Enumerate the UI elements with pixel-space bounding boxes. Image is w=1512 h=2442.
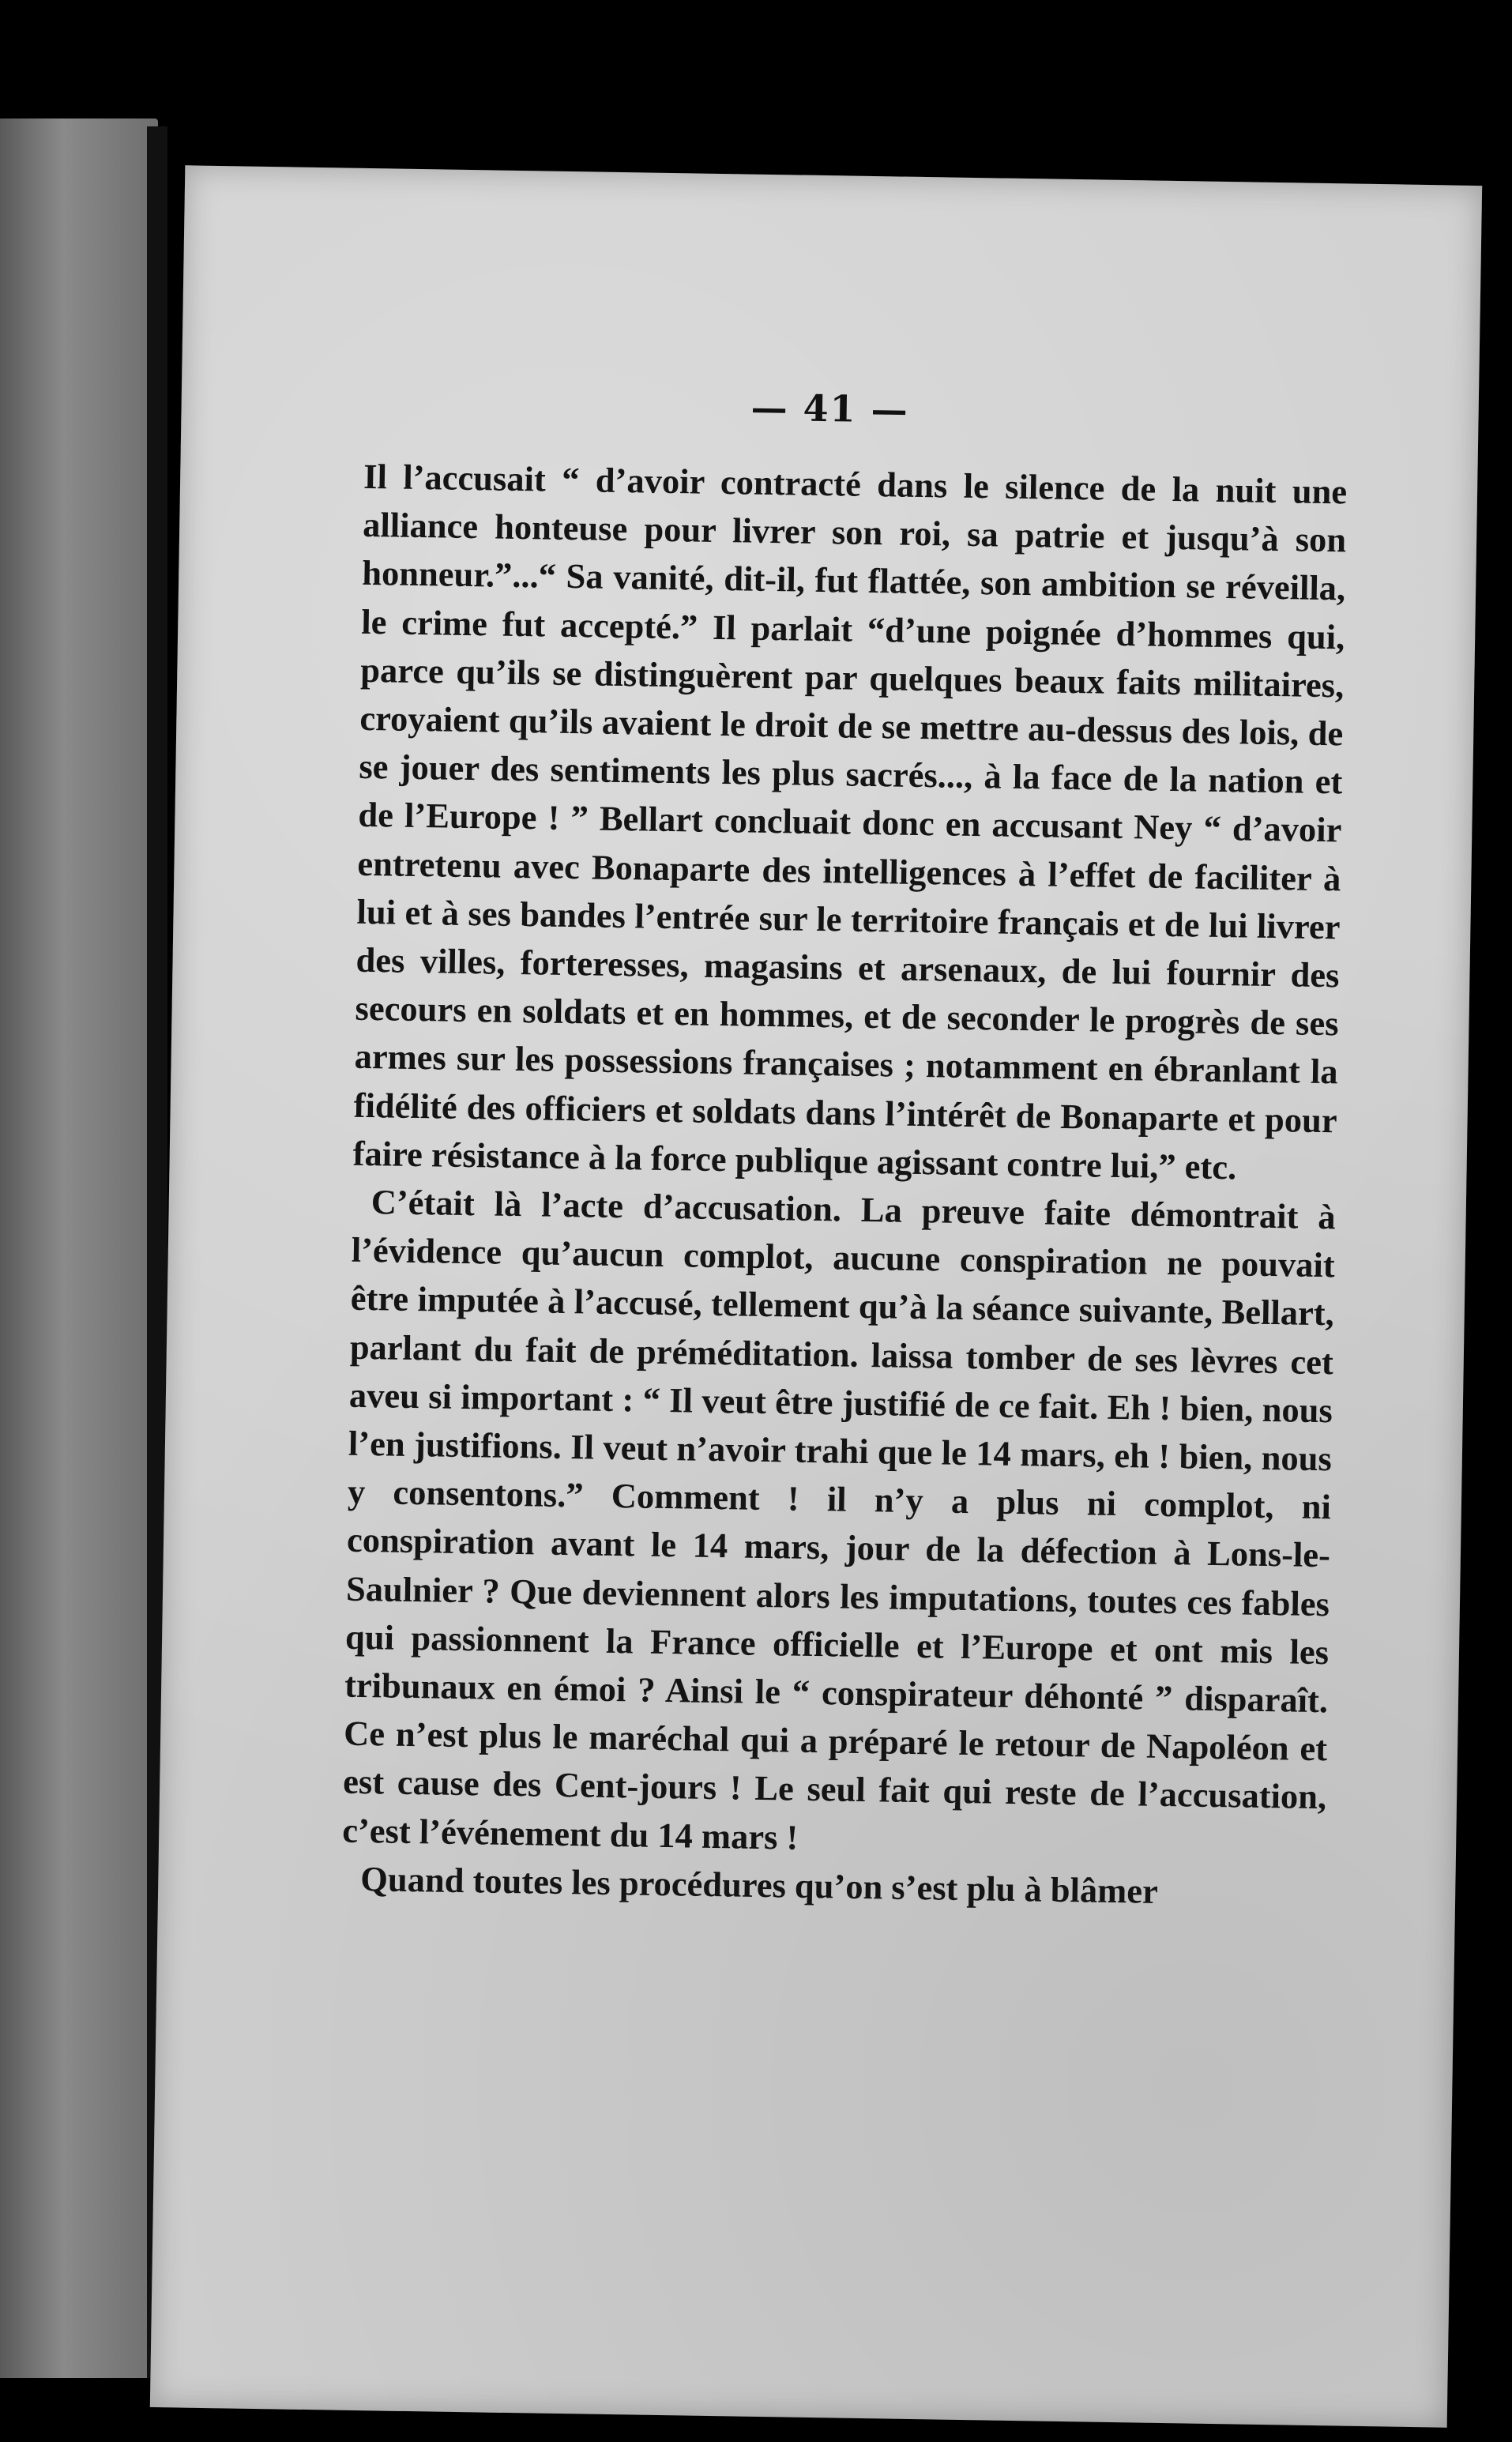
paragraph-1: Il l’accusait “ d’avoir contracté dans le silence de la nuit une alliance honteuse pour livrer son roi, sa patrie et jusqu’à son honneur.”...“ Sa vanité, dit-il, fut flattée, son ambition se réveilla, le crime fut accepté.” Il parlait “d’une poignée d’hommes qui, parce qu’ils se distinguèrent par quelques beaux faits militaires, croyaient qu’ils avaient le droit de se mettre au-dessus des lois, de se jouer des sentiments les plus sacrés..., à la face de la nation et de l’Europe ! ” Bellart concluait donc en accusant Ney “ d’avoir entretenu avec Bonaparte des intelligences à l’effet de faciliter à lui et à ses bandes l’entrée sur le territoire français et de lui livrer des villes, forteresses, magasins et arsenaux, de lui fournir des secours en soldats et en hommes, et de seconder le progrès de ses armes sur les possessions françaises ; notamment en ébranlant la fidélité des officiers et soldats dans l’intérêt de Bonaparte et pour faire résistance à la force publique agissant contre lui,” etc. (352, 456, 1348, 1187)
page-body-text (341, 453, 1348, 1918)
book-page (150, 165, 1482, 2427)
previous-page-edge (0, 119, 158, 2378)
paragraph-3: Quand toutes les procédures qu’on s’est plu à blâmer (359, 1858, 1159, 1911)
paragraph-2: C’était là l’acte d’accusation. La preuve faite démontrait à l’évidence qu’aucun complot, aucune conspiration ne pouvait être imputée à l’accusé, tellement qu’à la séance suivante, Bellart, parlant du fait de préméditation. laissa tomber de ses lèvres cet aveu si important : “ Il veut être justifié de ce fait. Eh ! bien, nous l’en justifions. Il veut n’avoir trahi que le 14 mars, eh ! bien, nous y consentons.” Comment ! il n’y a plus ni complot, ni conspiration avant le 14 mars, jour de la défection à Lons-le-Saulnier ? Que deviennent alors les imputations, toutes ces fables qui passionnent la France officielle et l’Europe et ont mis les tribunaux en émoi ? Ainsi le “ conspirateur déhonté ” disparaît. Ce n’est plus le maréchal qui a préparé le retour de Napoléon et est cause des Cent-jours ! Le seul fait qui reste de l’accusation, c’est l’événement du 14 mars ! (341, 1182, 1337, 1857)
page-number: — 41 — (750, 386, 910, 431)
